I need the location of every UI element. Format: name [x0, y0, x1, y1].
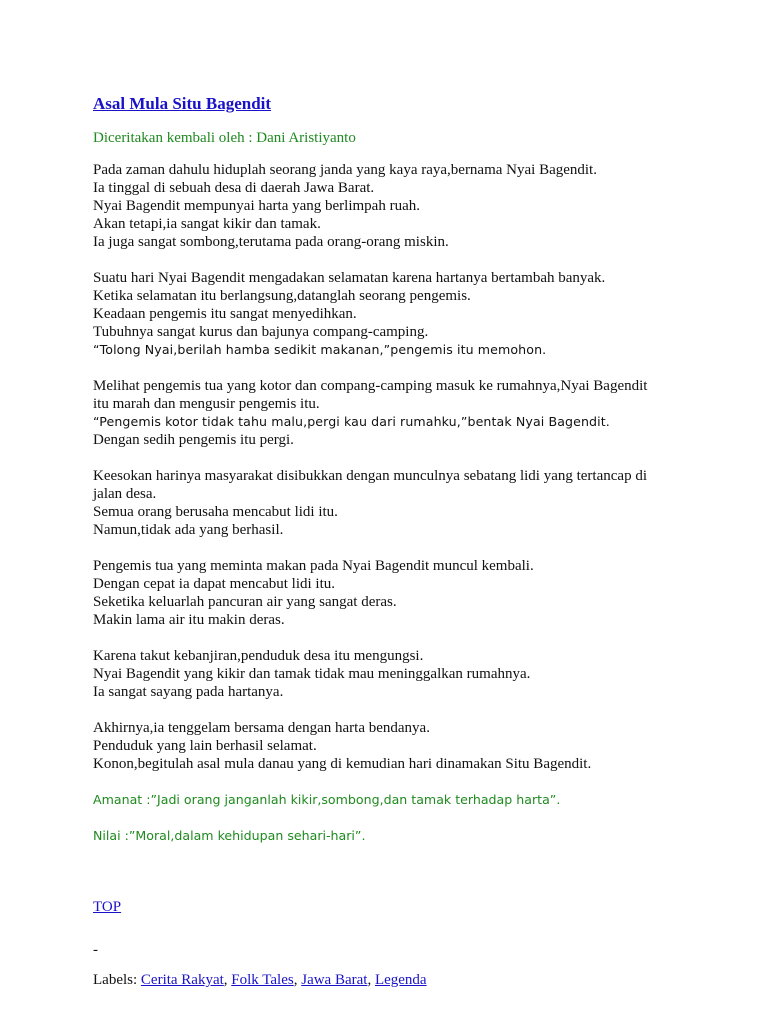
label-separator: ,	[223, 972, 228, 988]
byline: Diceritakan kembali oleh : Dani Aristiyanto	[93, 130, 356, 146]
story-body	[93, 161, 733, 773]
story-paragraph	[93, 557, 733, 629]
story-line: Suatu hari Nyai Bagendit mengadakan selamatan karena hartanya bertambah banyak.	[93, 270, 606, 286]
story-line: Makin lama air itu makin deras.	[93, 612, 285, 628]
story-line: jalan desa.	[93, 486, 157, 502]
story-paragraph	[93, 161, 733, 251]
story-line: Dengan cepat ia dapat mencabut lidi itu.	[93, 576, 335, 592]
label-link-legenda[interactable]: Legenda	[374, 972, 427, 988]
story-line: Tubuhnya sangat kurus dan bajunya compang-camping.	[93, 324, 429, 340]
story-line: Penduduk yang lain berhasil selamat.	[93, 738, 317, 754]
story-line: Karena takut kebanjiran,penduduk desa itu mengungsi.	[93, 648, 424, 664]
story-line: Melihat pengemis tua yang kotor dan compang-camping masuk ke rumahnya,Nyai Bagendit	[93, 378, 648, 394]
labels-prefix: Labels:	[93, 972, 138, 988]
story-line: Ia tinggal di sebuah desa di daerah Jawa Barat.	[93, 180, 375, 196]
label-link-folk-tales[interactable]: Folk Tales	[231, 972, 294, 988]
story-paragraph	[93, 719, 733, 773]
story-line: Namun,tidak ada yang berhasil.	[93, 522, 284, 538]
story-line: Akhirnya,ia tenggelam bersama dengan harta bendanya.	[93, 720, 430, 736]
story-line: Konon,begitulah asal mula danau yang di kemudian hari dinamakan Situ Bagendit.	[93, 756, 592, 772]
story-line: Keadaan pengemis itu sangat menyedihkan.	[93, 306, 357, 322]
story-line: Ia sangat sayang pada hartanya.	[93, 684, 284, 700]
nilai-text: Nilai :”Moral,dalam kehidupan sehari-hari”.	[93, 828, 366, 843]
story-line: Ketika selamatan itu berlangsung,datanglah seorang pengemis.	[93, 288, 471, 304]
top-link[interactable]: TOP	[93, 899, 122, 915]
story-paragraph	[93, 377, 733, 449]
story-paragraph	[93, 467, 733, 539]
story-line: Dengan sedih pengemis itu pergi.	[93, 432, 294, 448]
labels-line	[93, 971, 427, 989]
story-line: “Pengemis kotor tidak tahu malu,pergi kau dari rumahku,”bentak Nyai Bagendit.	[93, 414, 610, 429]
story-line: itu marah dan mengusir pengemis itu.	[93, 396, 320, 412]
article-title[interactable]: Asal Mula Situ Bagendit	[93, 94, 272, 113]
label-link-jawa-barat[interactable]: Jawa Barat	[301, 972, 368, 988]
story-line: Semua orang berusaha mencabut lidi itu.	[93, 504, 338, 520]
label-separator: ,	[293, 972, 298, 988]
label-separator: ,	[367, 972, 372, 988]
story-line: Pengemis tua yang meminta makan pada Nyai Bagendit muncul kembali.	[93, 558, 534, 574]
label-link-cerita-rakyat[interactable]: Cerita Rakyat	[140, 972, 224, 988]
story-line: Keesokan harinya masyarakat disibukkan dengan munculnya sebatang lidi yang tertancap di	[93, 468, 647, 484]
story-line: Nyai Bagendit yang kikir dan tamak tidak mau meninggalkan rumahnya.	[93, 666, 531, 682]
article	[93, 94, 733, 863]
story-line: “Tolong Nyai,berilah hamba sedikit makanan,”pengemis itu memohon.	[93, 342, 547, 357]
separator-dash: -	[93, 942, 98, 958]
story-line: Seketika keluarlah pancuran air yang sangat deras.	[93, 594, 397, 610]
amanat-text: Amanat :”Jadi orang janganlah kikir,sombong,dan tamak terhadap harta”.	[93, 792, 561, 807]
story-paragraph	[93, 269, 733, 359]
story-line: Nyai Bagendit mempunyai harta yang berlimpah ruah.	[93, 198, 420, 214]
story-line: Ia juga sangat sombong,terutama pada orang-orang miskin.	[93, 234, 449, 250]
story-line: Pada zaman dahulu hiduplah seorang janda yang kaya raya,bernama Nyai Bagendit.	[93, 162, 597, 178]
story-line: Akan tetapi,ia sangat kikir dan tamak.	[93, 216, 321, 232]
story-paragraph	[93, 647, 733, 701]
